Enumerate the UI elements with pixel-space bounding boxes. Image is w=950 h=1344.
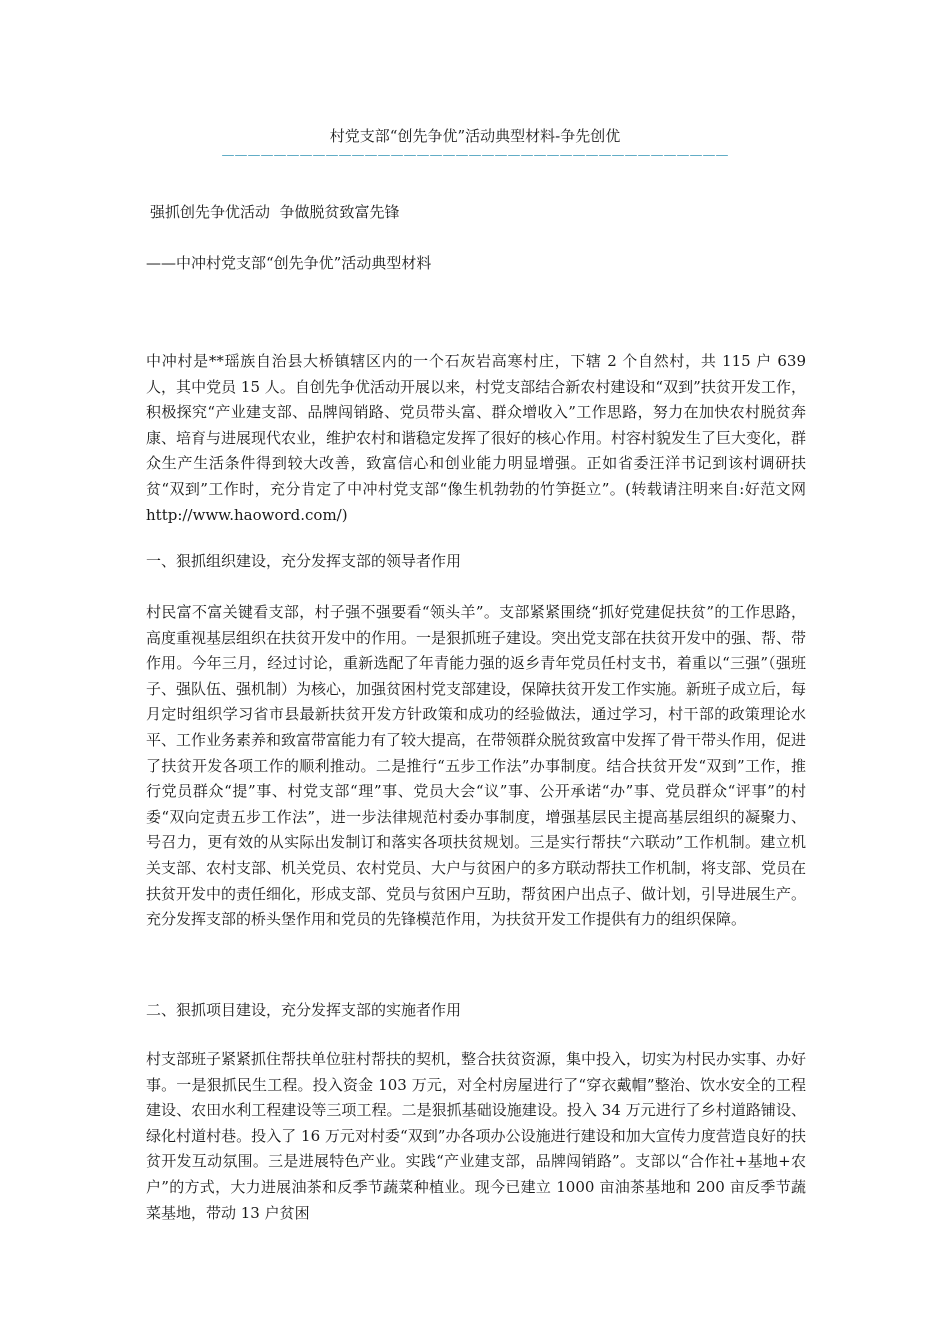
article-heading: 强抓创先争优活动 争做脱贫致富先锋 [150, 203, 400, 221]
section-1-paragraph: 村民富不富关键看支部，村子强不强要看“领头羊”。支部紧紧围绕“抓好党建促扶贫”的工作思路，高度重视基层组织在扶贫开发中的作用。一是狠抓班子建设。突出党支部在扶贫开发中的强、帮、带作用。今年三月，经过讨论，重新选配了年青能力强的返乡青年党员任村支书，着重以“三强”（强班子、强队伍、强机制）为核心，加强贫困村党支部建设，保障扶贫开发工作实施。新班子成立后，每月定时组织学习省市县最新扶贫开发方针政策和成功的经验做法，通过学习，村干部的政策理论水平、工作业务素养和致富带富能力有了较大提高，在带领群众脱贫致富中发挥了骨干带头作用，促进了扶贫开发各项工作的顺利推动。二是推行“五步工作法”办事制度。结合扶贫开发“双到”工作，推行党员群众“提”事、村党支部“理”事、党员大会“议”事、公开承诺“办”事、党员群众“评事”的村委“双向定责五步工作法”，进一步法律规范村委办事制度，增强基层民主提高基层组织的凝聚力、号召力，更有效的从实际出发制订和落实各项扶贫规划。三是实行帮扶“六联动”工作机制。建立机关支部、农村支部、机关党员、农村党员、大户与贫困户的多方联动帮扶工作机制，将支部、党员在扶贫开发中的责任细化，形成支部、党员与贫困户互助，帮贫困户出点子、做计划，引导进展生产。充分发挥支部的桥头堡作用和党员的先锋模范作用，为扶贫开发工作提供有力的组织保障。 [146, 603, 807, 929]
document-title: 村党支部“创先争优”活动典型材料-争先创优 [329, 127, 621, 145]
section-1-heading: 一、狠抓组织建设，充分发挥支部的领导者作用 [146, 552, 462, 570]
article-subheading: ——中冲村党支部“创先争优”活动典型材料 [146, 254, 432, 272]
section-2-paragraph: 村支部班子紧紧抓住帮扶单位驻村帮扶的契机，整合扶贫资源，集中投入，切实为村民办实事、办好事。一是狠抓民生工程。投入资金 103 万元，对全村房屋进行了“穿衣戴帽”整治、饮水安全的工程建设、农田水利工程建设等三项工程。二是狠抓基础设施建设。投入 34 万元进行了乡村道路铺设、绿化村道村巷。投入了 16 万元对村委“双到”办各项办公设施进行建设和加大宣传力度营造良好的扶贫开发互动氛围。三是进展特色产业。实践“产业建支部，品牌闯销路”。支部以“合作社+基地+农户”的方式，大力进展油茶和反季节蔬菜种植业。现今已建立 1000 亩油茶基地和 200 亩反季节蔬菜基地，带动 13 户贫困 [146, 1050, 806, 1222]
section-2-heading: 二、狠抓项目建设，充分发挥支部的实施者作用 [146, 1001, 462, 1019]
intro-paragraph: 中冲村是**瑶族自治县大桥镇辖区内的一个石灰岩高寒村庄，下辖 2 个自然村，共 115 户 639 人，其中党员 15 人。自创先争优活动开展以来，村党支部结合新农村建设和“双到”扶贫开发工作，积极探究“产业建支部、品牌闯销路、党员带头富、群众增收入”工作思路，努力在加快农村脱贫奔康、培育与进展现代农业，维护农村和谐稳定发挥了很好的核心作用。村容村貌发生了巨大变化，群众生产生活条件得到较大改善，致富信心和创业能力明显增强。正如省委汪洋书记到该村调研扶贫“双到”工作时，充分肯定了中冲村党支部“像生机勃勃的竹笋挺立”。(转载请注明来自:好范文网 http://www.haoword.com/) [146, 352, 807, 524]
title-underline-rule: ——————————————————————————————————————— [221, 149, 729, 163]
